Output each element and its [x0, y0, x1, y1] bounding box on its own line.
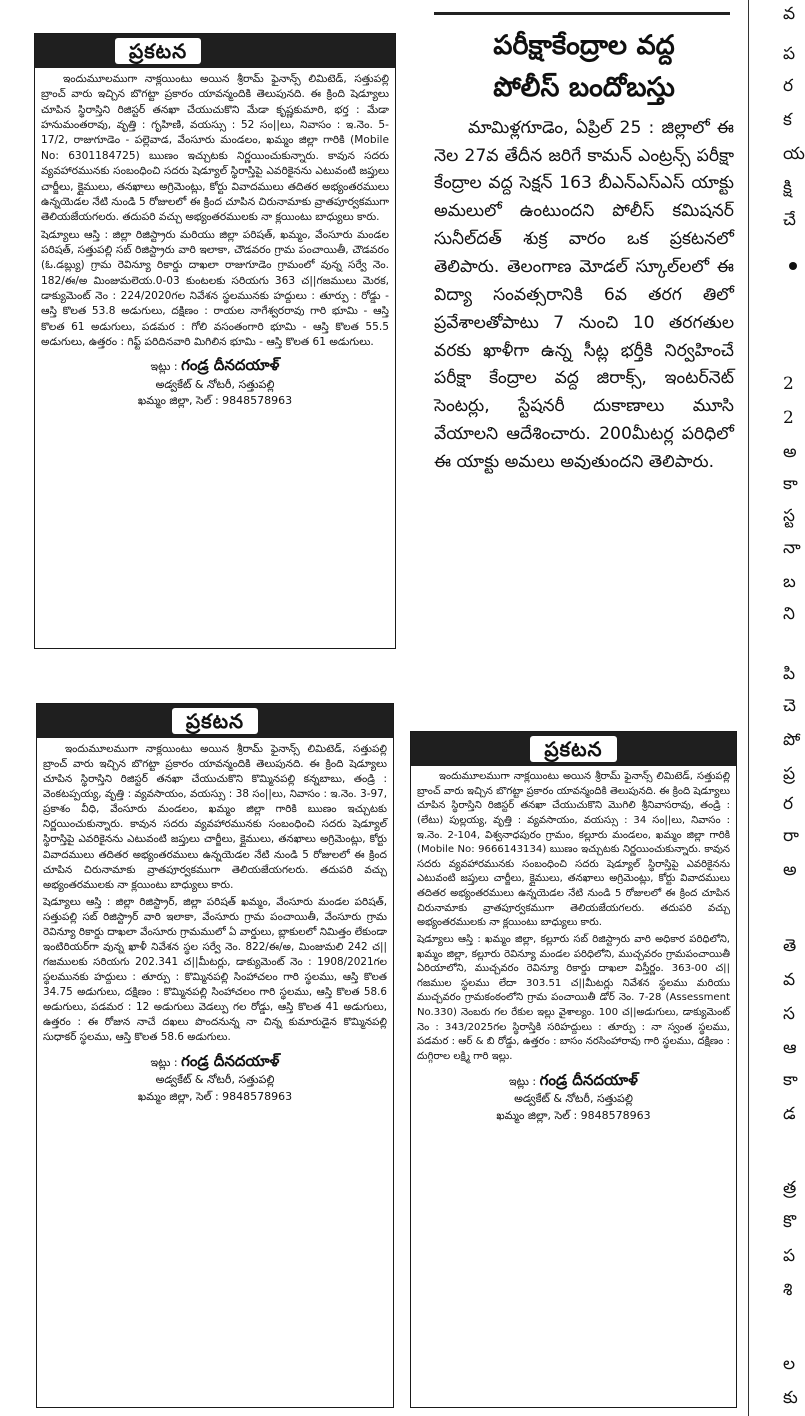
- notice-2-header: ప్రకటన: [37, 704, 393, 738]
- cut-off-column: [748, 0, 805, 1416]
- notice-box-1: [34, 33, 396, 649]
- cut-off-text-fragment: తె: [783, 936, 797, 956]
- notice-2-sign-contact: ఖమ్మం జిల్లా, సెల్ : 9848578963: [137, 1089, 293, 1103]
- news-article: [434, 12, 734, 477]
- cut-off-text-fragment: బ: [783, 572, 796, 592]
- cut-off-text-fragment: స: [783, 1004, 795, 1024]
- cut-off-text-fragment: అ: [783, 442, 797, 462]
- notice-2-schedule: షెడ్యూలు ఆస్తి : జిల్లా రిజిస్ట్రార్, జిల్లా పరిషత్ ఖమ్మం, వేంసూరు మండల పరిషత్, సత్తుపల్లి సబ్ రిజిస్ట్రార్ వారి ఇలాకా, వేంసూరు గ్రామ పంచాయితీ, వేంసూరు గ్రామ రెవిన్యూ రికార్డు దాఖలా వేంసూరు గ్రామములో ఏ వార్డులు, బ్లాకులలో నిమిత్తం లేకుండా ఇంటిరియర్‌గా వున్న ఖాళీ నివేశన స్థల సర్వే నెం. 822/ఈ/అ, మింజుమలి 242 చ||గజములకు సరియగు 202.341 చ||మీటర్లు, డాక్యుమెంట్ నెం : 1908/2021గల స్థలమునకు హద్దులు : తూర్పు : కొమ్మినపల్లి సింహాచలం గారి స్థలము, ఆస్తి కొలత 34.75 అడుగులు, దక్షిణం : కొమ్మినపల్లి సింహాచలం గారి స్థలము, ఆస్తి కొలత 58.6 అడుగులు, పడమర : 12 అడుగులు వెడల్పు గల రోడ్డు, ఆస్తి కొలత 41 అడుగులు, ఉత్తరం : ఈ రోజున నాచే దఖలు పొందనున్న నా చిన్న కుమారుడైన కొమ్మినపల్లి సుధాకర్ స్థలము, ఆస్తి కొలత 58.6 అడుగులు.: [43, 895, 387, 1044]
- cut-off-text-fragment: నా: [783, 538, 801, 558]
- cut-off-text-fragment: శి: [783, 1280, 793, 1300]
- cut-off-text-fragment: 2: [783, 374, 794, 394]
- cut-off-text-fragment: అ: [783, 860, 797, 880]
- cut-off-text-fragment: క్షి: [783, 178, 792, 198]
- article-text: మామిళ్లగూడెం, ఏప్రిల్ 25 : జిల్లాలో ఈ నెల 27వ తేదీన జరిగే కామన్ ఎంట్రన్స్ పరీక్షా కేంద్రాల వద్ద సెక్షన్ 163 బీఎన్ఎస్ఎస్ యాక్టు అమలులో ఉంటుందని పోలీస్ కమిషనర్ సునీల్‌దత్ శుక్ర వారం ఒక ప్రకటనలో తెలిపారు. తెలంగాణ మోడల్ స్కూల్‌లలో ఈ విద్యా సంవత్సరానికి 6వ తరగ తిలో ప్రవేశాలతోపాటు 7 నుంచి 10 తరగతుల వరకు ఖాళీగా ఉన్న సీట్ల భర్తీకి నిర్వహించే పరీక్షా కేంద్రాల వద్ద జిరాక్స్, ఇంటర్‌నెట్ సెంటర్లు, స్టేషనరీ దుకాణాలు మూసి వేయాలని ఆదేశించారు. 200మీటర్ల పరిధిలో ఈ యాక్టు అమలు అవుతుందని తెలిపారు.: [434, 117, 734, 472]
- cut-off-text-fragment: స్ట: [783, 506, 795, 526]
- notice-2-body: [37, 738, 393, 1105]
- notice-3-sign-prefix: ఇట్లు :: [509, 1074, 537, 1088]
- cut-off-text-fragment: కా: [783, 474, 798, 494]
- cut-off-text-fragment: ల: [783, 1354, 796, 1374]
- notice-3-sign-contact: ఖమ్మం జిల్లా, సెల్ : 9848578963: [496, 1108, 651, 1122]
- notice-box-3: [410, 731, 737, 1408]
- notice-3-header: ప్రకటన: [411, 732, 736, 766]
- notice-1-sign-name: గండ్ర దీనదయాళ్: [181, 356, 280, 375]
- notice-2-sign-name: గండ్ర దీనదయాళ్: [181, 1051, 280, 1070]
- cut-off-text-fragment: ప: [783, 1246, 796, 1266]
- article-headline: [434, 25, 734, 109]
- cut-off-text-fragment: పి: [783, 664, 796, 684]
- notice-3-body: [411, 766, 736, 1124]
- cut-off-text-fragment: ప: [783, 44, 796, 64]
- notice-2-signature: [43, 1050, 387, 1106]
- cut-off-text-fragment: ర: [783, 794, 794, 814]
- notice-1-body: [35, 68, 395, 410]
- cut-off-text-fragment: వ: [783, 4, 796, 24]
- notice-3-schedule: షెడ్యూలు ఆస్తి : ఖమ్మం జిల్లా, కల్లూరు సబ్ రిజిస్ట్రారు వారి అధికార పరిధిలోని, ఖమ్మం జిల్లా, కల్లూరు రెవిన్యూ మండల పరిధిలోని, ముచ్చవరం గ్రామపంచాయితీ ఏరియాలోని, ముచ్చవరం రెవిన్యూ రికార్డు దాఖలా విస్తీర్ణం. 363-00 చ||గజముల స్థలము లేదా 303.51 చ||మీటర్లు నివేశన స్థలము మరియు ముచ్చవరం గ్రామకంఠంలోని గ్రామ పంచాయితీ డోర్ నెం. 7-28 (Assessment No.330) నెంబరు గల రేకుల ఇల్లు వైశాల్యం. 100 చ||అడుగులు, డాక్యుమెంట్ నెం : 343/2025గల స్థిరాస్తికి సరిహద్దులు : తూర్పు : నా స్వంత స్థలము, పడమర : ఆర్ & బి రోడ్డు, ఉత్తరం : బాసం నరసింహారావు గారి స్థలము, దక్షిణం : దుగ్గిరాల లక్ష్మి గారి ఇల్లు.: [417, 933, 730, 1062]
- notice-1-schedule: షెడ్యూలు ఆస్తి : జిల్లా రిజిస్ట్రారు మరియు జిల్లా పరిషత్, ఖమ్మం, వేంసూరు మండల పరిషత్, సత్తుపల్లి సబ్ రిజిస్ట్రారు వారి ఇలాకా, చౌడవరం గ్రామ పంచాయితీ, చౌడవరం (ఓ.డబ్ల్యు) గ్రామ రెవిన్యూ రికార్డు దాఖలా రాజుగూడెం గ్రామంలో వున్న సర్వే నెం. 182/ఈ/అ మింజుమలెయ.0-03 కుంటలకు సరియగు 363 చ||గజములు మెరక, డాక్యుమెంట్ నెం : 224/2020గల నివేశన స్థలమునకు హద్దులు : తూర్పు : రోడ్డు - ఆస్తి కొలత 53.8 అడుగులు, దక్షిణం : రాయల నాగేశ్వరరావు గారి భూమి - ఆస్తి కొలత 61 అడుగులు, పడమర : గోలి వసంతంగారి భూమి - ఆస్తి కొలత 55.5 అడుగులు, ఉత్తరం : గిఫ్ట్ పరిదినవారి మిగిలిన భూమి - ఆస్తి కొలత 61 అడుగులు.: [41, 228, 389, 349]
- cut-off-text-fragment: ని: [783, 604, 795, 624]
- cut-off-text-fragment: పో: [783, 730, 801, 750]
- cut-off-text-fragment: కొ: [783, 1212, 797, 1232]
- cut-off-text-fragment: ప్ర: [783, 764, 796, 784]
- cut-off-text-fragment: 2: [783, 408, 794, 428]
- notice-2-paragraph: ఇందుమూలముగా నాక్లయింటు అయిన శ్రీరామ్ ఫైనాన్స్ లిమిటెడ్, సత్తుపల్లి బ్రాంచ్ వారు ఇచ్చిన బొగట్టా ప్రకారం యావన్మందికి తెలుపునది. ఈ క్రింది షెడ్యూలు చూపిన స్థిరాస్తిని రిజిస్టర్ తనఖా చేయుచుకొని కొమ్మినపల్లి కన్నబాబు, తండ్రి : వెంకటప్పయ్య, వృత్తి : వ్యవసాయం, వయస్సు : 38 సం||లు, నివాసం : ఇ.నెం. 3-97, ప్రకాశం వీధి, వేంసూరు మండలం, ఖమ్మం జిల్లా గారికి ఋణం ఇచ్చుటకు నిర్ణయించుకున్నారు. కావున సదరు వ్యవహారమునకు సంబంధించి సదరు షెడ్యూల్ స్థిరాస్తిపై ఎవరికైనను ఎటువంటి జప్తులు చార్జీలు, క్లైములు, తనఖాలు అగ్రిమెంట్లు, కోర్టు వివాదములు తదితర అభ్యంతరములు ఉన్నయెడల నేటి నుండి 5 రోజులలో ఈ క్రింద చూపిన చిరునామాకు వ్రాతపూర్వకముగా తెలియజేయగలరు. తదుపరి వచ్చు అభ్యంతరములకు నా క్లయింటు బాధ్యులు కారు.: [43, 743, 387, 891]
- notice-3-sign-name: గండ్ర దీనదయాళ్: [539, 1070, 638, 1089]
- cut-off-text-fragment: డ: [783, 1104, 796, 1124]
- notice-1-sign-role: అడ్వకేట్ & నోటరీ, సత్తుపల్లి: [155, 377, 275, 391]
- notice-3-paragraph: ఇందుమూలముగా నాక్లయింటు అయిన శ్రీరామ్ ఫైనాన్స్ లిమిటెడ్, సత్తుపల్లి బ్రాంచ్ వారు ఇచ్చిన బొగట్టా ప్రకారం యావన్మందికి తెలుపునది. ఈ క్రింది షెడ్యూలు చూపిన స్థిరాస్తిని రిజిస్టర్ తనఖా చేయుచుకొని మొగిలి శ్రీనివాసరావు, తండ్రి : (లేటు) పుల్లయ్య, వృత్తి : వ్యవసాయం, వయస్సు : 34 సం||లు, నివాసం : ఇ.నెం. 2-104, విశ్వనాధపురం గ్రామం, కల్లూరు మండలం, ఖమ్మం జిల్లా గారికి (Mobile No: 9666143134) ఋణం ఇచ్చుటకు నిర్ణయించుకున్నారు. కావున సదరు వ్యవహారమునకు సంబంధించి సదరు షెడ్యూల్ స్థిరాస్తిపై ఎవరికైనను ఎటువంటి జప్తులు చార్జీలు, క్లైములు, తనఖాలు అగ్రిమెంట్లు, కోర్టు వివాదములు తదితర అభ్యంతరములు ఉన్నయెడల నేటి నుండి 5 రోజులలో ఈ క్రింద చూపిన చిరునామాకు వ్రాతపూర్వకముగా తెలియజేయగలరు. తదుపరి వచ్చు అభ్యంతరములకు నా క్లయింటు బాధ్యులు కారు.: [417, 771, 730, 929]
- notice-1-header: ప్రకటన: [35, 34, 395, 68]
- bullet-dot-icon: [789, 262, 797, 270]
- notice-1-paragraph: ఇందుమూలముగా నాక్లయింటు అయిన శ్రీరామ్ ఫైనాన్స్ లిమిటెడ్, సత్తుపల్లి బ్రాంచ్ వారు ఇచ్చిన బొగట్టా ప్రకారం యావన్మందికి తెలుపునది. ఈ క్రింది షెడ్యూలు చూపిన స్థిరాస్తిని రిజిస్టర్ తనఖా చేయుచుకొని మేడా కృష్ణకుమారి, భర్త : మేడా హనుమంతరావు, వృత్తి : గృహిణి, వయస్సు : 52 సం||లు, నివాసం : ఇ.నెం. 5-17/2, రాజుగూడెం - పల్లెవాడ, వేంసూరు మండలం, ఖమ్మం జిల్లా గారికి (Mobile No: 6301184725) ఋణం ఇచ్చుటకు నిర్ణయించుకున్నారు. కావున సదరు వ్యవహారమునకు సంబంధించి సదరు షెడ్యూల్ స్థిరాస్తిపై ఎవరికైనను ఎటువంటి జప్తులు చార్జీలు, క్లైములు, తనఖాలు అగ్రిమెంట్లు, కోర్టు వివాదములు తదితర అభ్యంతరములు ఉన్నయెడల నేటి నుండి 5 రోజులలో ఈ క్రింద చూపిన చిరునామాకు వ్రాతపూర్వకముగా తెలియజేయగలరు. తదుపరి వచ్చు అభ్యంతరములకు నా క్లయింటు బాధ్యులు కారు.: [41, 73, 389, 224]
- notice-3-signature: [417, 1069, 730, 1125]
- notice-1-sign-prefix: ఇట్లు :: [150, 360, 178, 374]
- notice-2-sign-prefix: ఇట్లు :: [150, 1055, 178, 1069]
- cut-off-text-fragment: చె: [783, 696, 796, 716]
- cut-off-text-fragment: ఆ: [783, 1038, 797, 1058]
- cut-off-text-fragment: చే: [783, 210, 796, 230]
- cut-off-text-fragment: య: [783, 144, 805, 164]
- article-body: [434, 115, 734, 477]
- cut-off-text-fragment: ర: [783, 76, 794, 96]
- notice-2-sign-role: అడ్వకేట్ & నోటరీ, సత్తుపల్లి: [155, 1073, 275, 1087]
- headline-line-2: పోలీస్ బందోబస్తు: [493, 71, 675, 103]
- notice-1-signature: [41, 354, 389, 410]
- cut-off-text-fragment: వ: [783, 970, 796, 990]
- article-top-rule: [434, 12, 730, 15]
- cut-off-text-fragment: క: [783, 110, 792, 130]
- notice-3-sign-role: అడ్వకేట్ & నోటరీ, సత్తుపల్లి: [514, 1092, 633, 1105]
- cut-off-text-fragment: త్ర: [783, 1178, 797, 1198]
- cut-off-text-fragment: కు: [783, 1388, 798, 1408]
- cut-off-text-fragment: కా: [783, 1070, 798, 1090]
- notice-box-2: [36, 703, 394, 1408]
- notice-1-sign-contact: ఖమ్మం జిల్లా, సెల్ : 9848578963: [137, 394, 293, 408]
- cut-off-text-fragment: రా: [783, 826, 799, 846]
- headline-line-1: పరీక్షాకేంద్రాల వద్ద: [493, 30, 675, 61]
